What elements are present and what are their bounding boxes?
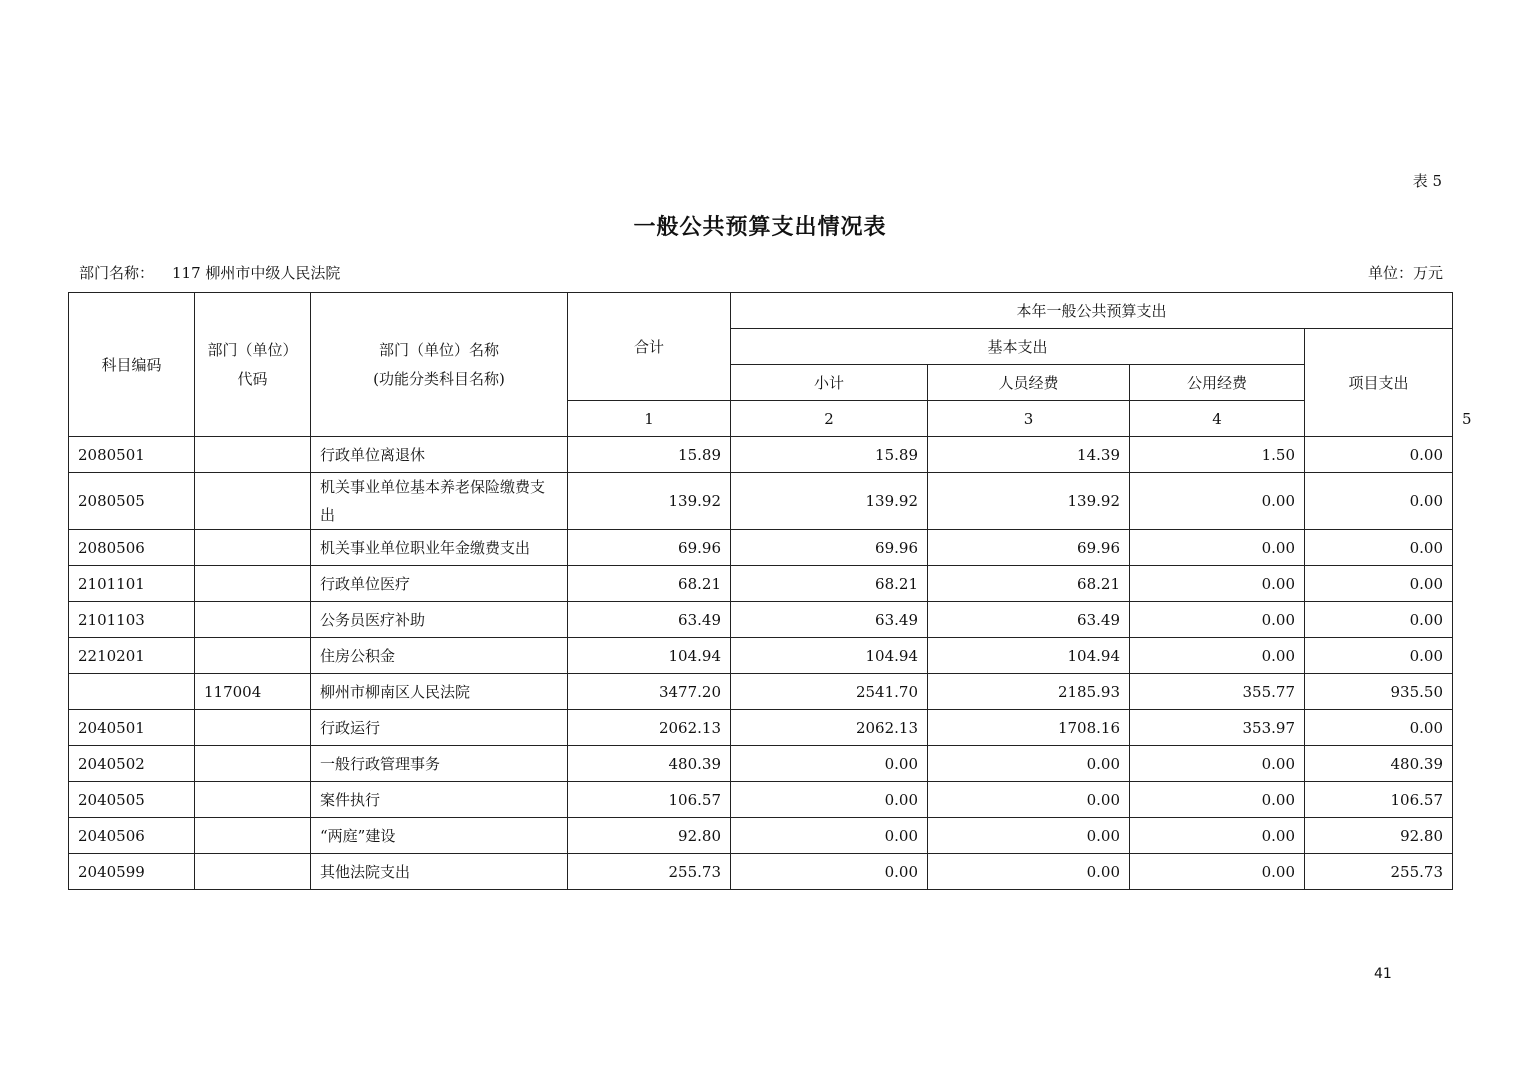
cell-dept-code: [195, 710, 311, 746]
cell-personnel: 0.00: [928, 854, 1130, 890]
cell-name: 案件执行: [311, 782, 568, 818]
cell-public: 0.00: [1130, 746, 1305, 782]
table-header: 科目编码 部门（单位） 代码 部门（单位）名称 (功能分类科目名称) 合计 本年一般公共预算支出 基本支出 项目支出 小计 人员经费 公用经费 1 2 3 4 5: [69, 293, 1453, 437]
cell-total: 69.96: [568, 530, 731, 566]
cell-subtotal: 2062.13: [731, 710, 928, 746]
cell-code: 2080501: [69, 437, 195, 473]
cell-subtotal: 0.00: [731, 854, 928, 890]
header-dept-code-line1: 部门（单位）: [207, 340, 298, 359]
cell-code: 2040599: [69, 854, 195, 890]
cell-dept-code: [195, 818, 311, 854]
table-row: [69, 746, 1453, 782]
cell-subtotal: 139.92: [731, 473, 928, 530]
header-subtotal: 小计: [731, 365, 928, 401]
cell-code: 2101103: [69, 602, 195, 638]
cell-public: 353.97: [1130, 710, 1305, 746]
cell-dept-code: [195, 854, 311, 890]
cell-name: “两庭”建设: [311, 818, 568, 854]
table-row: [69, 710, 1453, 746]
cell-name: 行政单位医疗: [311, 566, 568, 602]
page-title: 一般公共预算支出情况表: [633, 214, 887, 240]
department-value: 117 柳州市中级人民法院: [172, 264, 341, 282]
table-row: [69, 473, 1453, 530]
cell-public: 0.00: [1130, 566, 1305, 602]
cell-subtotal: 0.00: [731, 746, 928, 782]
column-index: 1: [568, 401, 731, 437]
cell-dept-code: [195, 530, 311, 566]
cell-dept-code: [195, 437, 311, 473]
table-row: [69, 818, 1453, 854]
cell-public: 0.00: [1130, 602, 1305, 638]
cell-subtotal: 15.89: [731, 437, 928, 473]
cell-code: 2101101: [69, 566, 195, 602]
page-number: 41: [1374, 966, 1392, 982]
cell-name: 机关事业单位职业年金缴费支出: [311, 530, 568, 566]
cell-subtotal: 2541.70: [731, 674, 928, 710]
cell-personnel: 104.94: [928, 638, 1130, 674]
department-line: [79, 262, 340, 283]
cell-project: 106.57: [1305, 782, 1453, 818]
cell-public: 0.00: [1130, 638, 1305, 674]
cell-dept-code: 117004: [195, 674, 311, 710]
header-dept-code: [195, 293, 311, 437]
table-row: [69, 566, 1453, 602]
table-body: [69, 437, 1453, 890]
header-dept-name: [311, 293, 568, 437]
cell-public: 0.00: [1130, 818, 1305, 854]
cell-code: 2080506: [69, 530, 195, 566]
cell-personnel: 1708.16: [928, 710, 1130, 746]
table-row: [69, 437, 1453, 473]
cell-project: 480.39: [1305, 746, 1453, 782]
table-number: 表 5: [1412, 172, 1442, 190]
cell-project: 0.00: [1305, 638, 1453, 674]
cell-public: 1.50: [1130, 437, 1305, 473]
cell-personnel: 0.00: [928, 782, 1130, 818]
header-subject-code: 科目编码: [69, 293, 195, 437]
cell-name: 柳州市柳南区人民法院: [311, 674, 568, 710]
header-public: 公用经费: [1130, 365, 1305, 401]
cell-code: 2040506: [69, 818, 195, 854]
cell-name: 住房公积金: [311, 638, 568, 674]
cell-code: 2210201: [69, 638, 195, 674]
cell-name: 公务员医疗补助: [311, 602, 568, 638]
cell-public: 0.00: [1130, 854, 1305, 890]
cell-dept-code: [195, 746, 311, 782]
cell-subtotal: 63.49: [731, 602, 928, 638]
cell-code: 2040502: [69, 746, 195, 782]
cell-total: 63.49: [568, 602, 731, 638]
table-row: [69, 602, 1453, 638]
cell-project: 92.80: [1305, 818, 1453, 854]
cell-code: 2080505: [69, 473, 195, 530]
cell-total: 2062.13: [568, 710, 731, 746]
cell-personnel: 69.96: [928, 530, 1130, 566]
cell-code: 2040505: [69, 782, 195, 818]
cell-project: 0.00: [1305, 473, 1453, 530]
budget-table: [68, 292, 1472, 890]
cell-total: 106.57: [568, 782, 731, 818]
table-row: [69, 638, 1453, 674]
cell-name: 一般行政管理事务: [311, 746, 568, 782]
cell-personnel: 68.21: [928, 566, 1130, 602]
cell-total: 3477.20: [568, 674, 731, 710]
cell-project: 0.00: [1305, 566, 1453, 602]
department-label: 部门名称：: [79, 264, 155, 282]
cell-total: 68.21: [568, 566, 731, 602]
cell-dept-code: [195, 473, 311, 530]
cell-name: 机关事业单位基本养老保险缴费支出: [311, 473, 568, 530]
cell-dept-code: [195, 566, 311, 602]
cell-name: 其他法院支出: [311, 854, 568, 890]
header-dept-name-line1: 部门（单位）名称: [378, 340, 499, 359]
cell-personnel: 63.49: [928, 602, 1130, 638]
header-total: 合计: [568, 293, 731, 401]
cell-subtotal: 68.21: [731, 566, 928, 602]
cell-project: 0.00: [1305, 437, 1453, 473]
header-dept-name-line2: (功能分类科目名称): [373, 369, 505, 388]
cell-personnel: 2185.93: [928, 674, 1130, 710]
cell-project: 0.00: [1305, 710, 1453, 746]
cell-public: 0.00: [1130, 782, 1305, 818]
cell-personnel: 139.92: [928, 473, 1130, 530]
cell-subtotal: 0.00: [731, 782, 928, 818]
cell-code: 2040501: [69, 710, 195, 746]
cell-personnel: 0.00: [928, 818, 1130, 854]
header-dept-code-line2: 代码: [237, 369, 268, 388]
cell-subtotal: 69.96: [731, 530, 928, 566]
column-index: 2: [731, 401, 928, 437]
cell-subtotal: 104.94: [731, 638, 928, 674]
cell-personnel: 0.00: [928, 746, 1130, 782]
cell-project: 255.73: [1305, 854, 1453, 890]
cell-total: 104.94: [568, 638, 731, 674]
cell-total: 255.73: [568, 854, 731, 890]
column-index: 4: [1130, 401, 1305, 437]
cell-total: 92.80: [568, 818, 731, 854]
header-basic: 基本支出: [731, 329, 1305, 365]
cell-total: 139.92: [568, 473, 731, 530]
cell-total: 15.89: [568, 437, 731, 473]
cell-project: 0.00: [1305, 530, 1453, 566]
unit-label: 单位：万元: [1367, 264, 1443, 282]
cell-subtotal: 0.00: [731, 818, 928, 854]
table-row: [69, 854, 1453, 890]
table-row: [69, 782, 1453, 818]
cell-dept-code: [195, 602, 311, 638]
cell-public: 355.77: [1130, 674, 1305, 710]
header-current-year: 本年一般公共预算支出: [731, 293, 1453, 329]
column-index: 3: [928, 401, 1130, 437]
cell-project: 935.50: [1305, 674, 1453, 710]
cell-public: 0.00: [1130, 530, 1305, 566]
header-project: 项目支出: [1305, 329, 1453, 437]
table-row: [69, 530, 1453, 566]
cell-name: 行政单位离退休: [311, 437, 568, 473]
cell-total: 480.39: [568, 746, 731, 782]
cell-code: [69, 674, 195, 710]
cell-dept-code: [195, 638, 311, 674]
cell-dept-code: [195, 782, 311, 818]
cell-project: 0.00: [1305, 602, 1453, 638]
cell-name: 行政运行: [311, 710, 568, 746]
table-row: [69, 674, 1453, 710]
header-personnel: 人员经费: [928, 365, 1130, 401]
cell-personnel: 14.39: [928, 437, 1130, 473]
cell-public: 0.00: [1130, 473, 1305, 530]
